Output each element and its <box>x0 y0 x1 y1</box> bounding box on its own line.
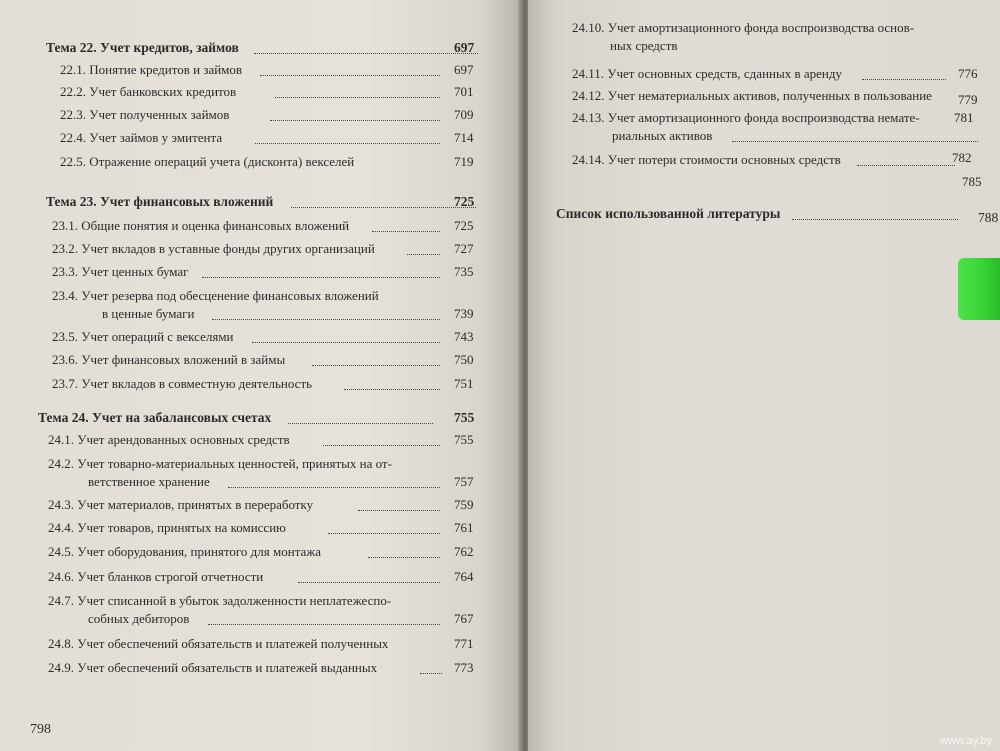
bookmark-tab <box>958 258 1000 320</box>
left-page: Тема 22. Учет кредитов, займов 697 22.1. Понятие кредитов и займов 697 22.2. Учет банковских кредитов 701 22.3. Учет полученных займов 709 22.4. Учет займов у эмитента 714 22.5. Отражение операций учета (дисконта) векселей 719 Тема 23. Учет финансовых вложений 725 23.1. Общие понятия и оценка финансовых вложений 725 23.2. Учет вкладов в уставные фонды других организаций 727 23.3. Учет ценных бумаг 735 23.4. Учет резерва под обесценение финансовых вложений в ценные бумаги 739 23.5. Учет операций с векселями 743 23.6. Учет финансовых вложений в займы 750 23.7. Учет вкладов в совместную деятельность 751 Тема 24. Учет на забалансовых счетах 755 24.1. Учет арендованных основных средств 755 24.2. Учет товарно-материальных ценностей, принятых на от- ветственное хранение 757 24.3. Учет материалов, принятых в переработку 759 24.4. Учет товаров, принятых на комиссию 761 24.5. Учет оборудования, принятого для монтажа 762 24.6. Учет бланков строгой отчетности 764 24.7. Учет списанной в убыток задолженности неплатежеспо- собных дебиторов 767 24.8. Учет обеспечений обязательств и платежей полученных 771 24.9. Учет обеспечений обязательств и платежей выданных 773 798 <box>0 0 522 751</box>
right-page: 24.10. Учет амортизационного фонда воспроизводства основ- ных средств 776 24.11. Учет основных средств, сданных в аренду 779 24.12. Учет нематериальных активов, полученных в пользование 781 24.13. Учет амортизационного фонда воспроизводства немате- риальных активов 782 24.14. Учет потери стоимости основных средств 785 Список использованной литературы 788 <box>528 0 1000 751</box>
page-number: 798 <box>30 722 51 737</box>
watermark: www.ay.by <box>940 735 992 747</box>
